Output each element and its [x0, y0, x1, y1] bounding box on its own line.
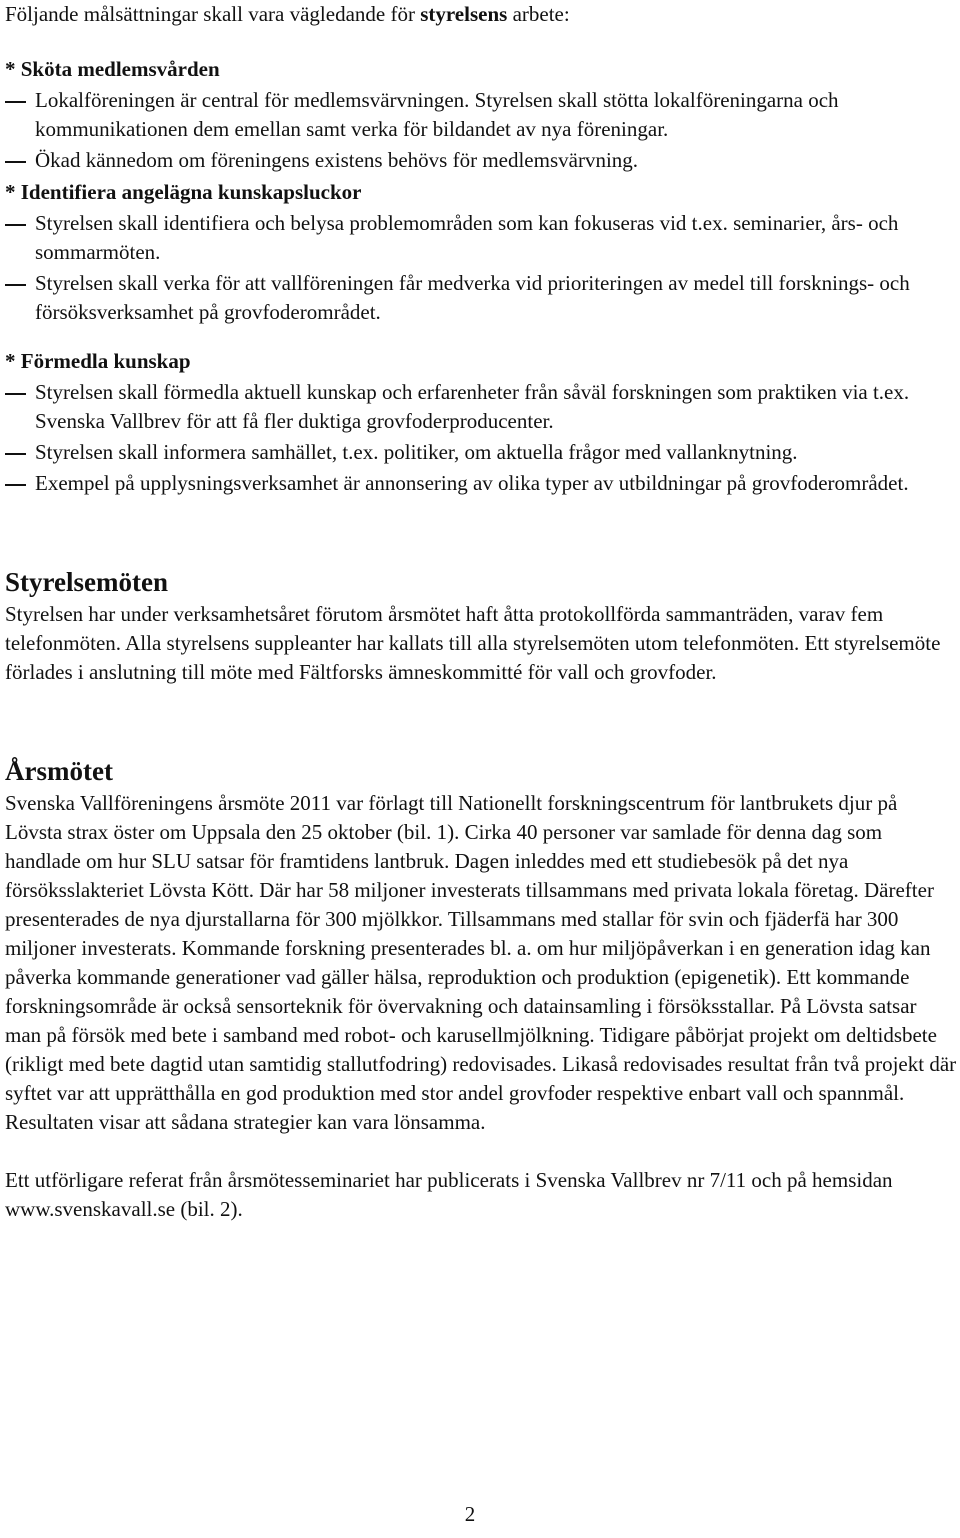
intro-paragraph: [5, 0, 957, 29]
bullet-item: Styrelsen skall identifiera och belysa problemområden som kan fokuseras vid t.ex. seminarier, års- och sommarmöten.: [5, 209, 957, 267]
section-heading-styrelsemoten: Styrelsemöten: [5, 567, 168, 597]
bullet-item: Ökad kännedom om föreningens existens behövs för medlemsvärvning.: [5, 146, 957, 175]
goal-heading-formedla-kunskap: * Förmedla kunskap: [5, 349, 191, 373]
goal-list-formedla-kunskap: [5, 378, 957, 498]
bullet-item: Lokalföreningen är central för medlemsvärvningen. Styrelsen skall stötta lokalföreningarna och kommunikationen dem emellan samt verka för bildandet av nya föreningar.: [5, 86, 957, 144]
goal-list-medlemsvard: [5, 86, 957, 175]
intro-text-after: arbete:: [507, 2, 570, 26]
goal-heading-medlemsvard: * Sköta medlemsvården: [5, 57, 220, 81]
arsmotet-referat-paragraph: Ett utförligare referat från årsmötesseminariet har publicerats i Svenska Vallbrev nr 7/11 och på hemsidan www.svenskavall.se (bil. 2).: [5, 1168, 893, 1221]
bullet-item: Styrelsen skall förmedla aktuell kunskap och erfarenheter från såväl forskningen som praktiken via t.ex. Svenska Vallbrev för att få fler duktiga grovfoderproducenter.: [5, 378, 957, 436]
bullet-item: Styrelsen skall verka för att vallföreningen får medverka vid prioriteringen av medel till forsknings- och försöksverksamhet på grovfoderområdet.: [5, 269, 957, 327]
arsmotet-paragraph: Svenska Vallföreningens årsmöte 2011 var förlagt till Nationellt forskningscentrum för lantbrukets djur på Lövsta strax öster om Uppsala den 25 oktober (bil. 1). Cirka 40 personer var samlade för denna dag som handlade om hur SLU satsar för framtidens lantbruk. Dagen inleddes med ett studiebesök på det nya försöksslakteriet Lövsta Kött. Där har 58 miljoner investerats tillsammans med privata lokala företag. Därefter presenterades de nya djurstallarna för 300 mjölkkor. Tillsammans med stallar för svin och fjäderfä har 300 miljoner investerats. Kommande forskning presenterades bl. a. om hur miljöpåverkan i en generation idag kan påverka kommande generationer vad gäller hälsa, reproduktion och produktion (epigenetik). Ett kommande forskningsområde är också sensorteknik för övervakning och datainsamling i försöksstallar. På Lövsta satsar man på försök med bete i samband med robot- och karusellmjölkning. Tidigare påbörjat projekt om deltidsbete (rikligt med bete dagtid utan samtidig stallutfodring) redovisades. Likaså redovisades resultat från två projekt där syftet var att upprätthålla en god produktion med stor andel grovfoder respektive enbart vall och spannmål. Resultaten visar att sådana strategier kan vara lönsamma.: [5, 791, 957, 1134]
intro-text-bold: styrelsens: [420, 2, 508, 26]
document-page: [5, 0, 957, 1224]
section-heading-arsmotet: Årsmötet: [5, 756, 113, 786]
goal-list-kunskapsluckor: [5, 209, 957, 327]
bullet-item: Exempel på upplysningsverksamhet är annonsering av olika typer av utbildningar på grovfoderområdet.: [5, 469, 957, 498]
bullet-item: Styrelsen skall informera samhället, t.ex. politiker, om aktuella frågor med vallanknytning.: [5, 438, 957, 467]
goal-heading-kunskapsluckor: * Identifiera angelägna kunskapsluckor: [5, 180, 362, 204]
intro-text-before: Följande målsättningar skall vara vägledande för: [5, 2, 421, 26]
page-number: 2: [464, 1502, 476, 1526]
styrelsemoten-paragraph: Styrelsen har under verksamhetsåret förutom årsmötet haft åtta protokollförda sammanträden, varav fem telefonmöten. Alla styrelsens suppleanter har kallats till alla styrelsemöten utom telefonmöten. Ett styrelsemöte förlades i anslutning till möte med Fältforsks ämneskommitté för vall och grovfoder.: [5, 602, 941, 684]
